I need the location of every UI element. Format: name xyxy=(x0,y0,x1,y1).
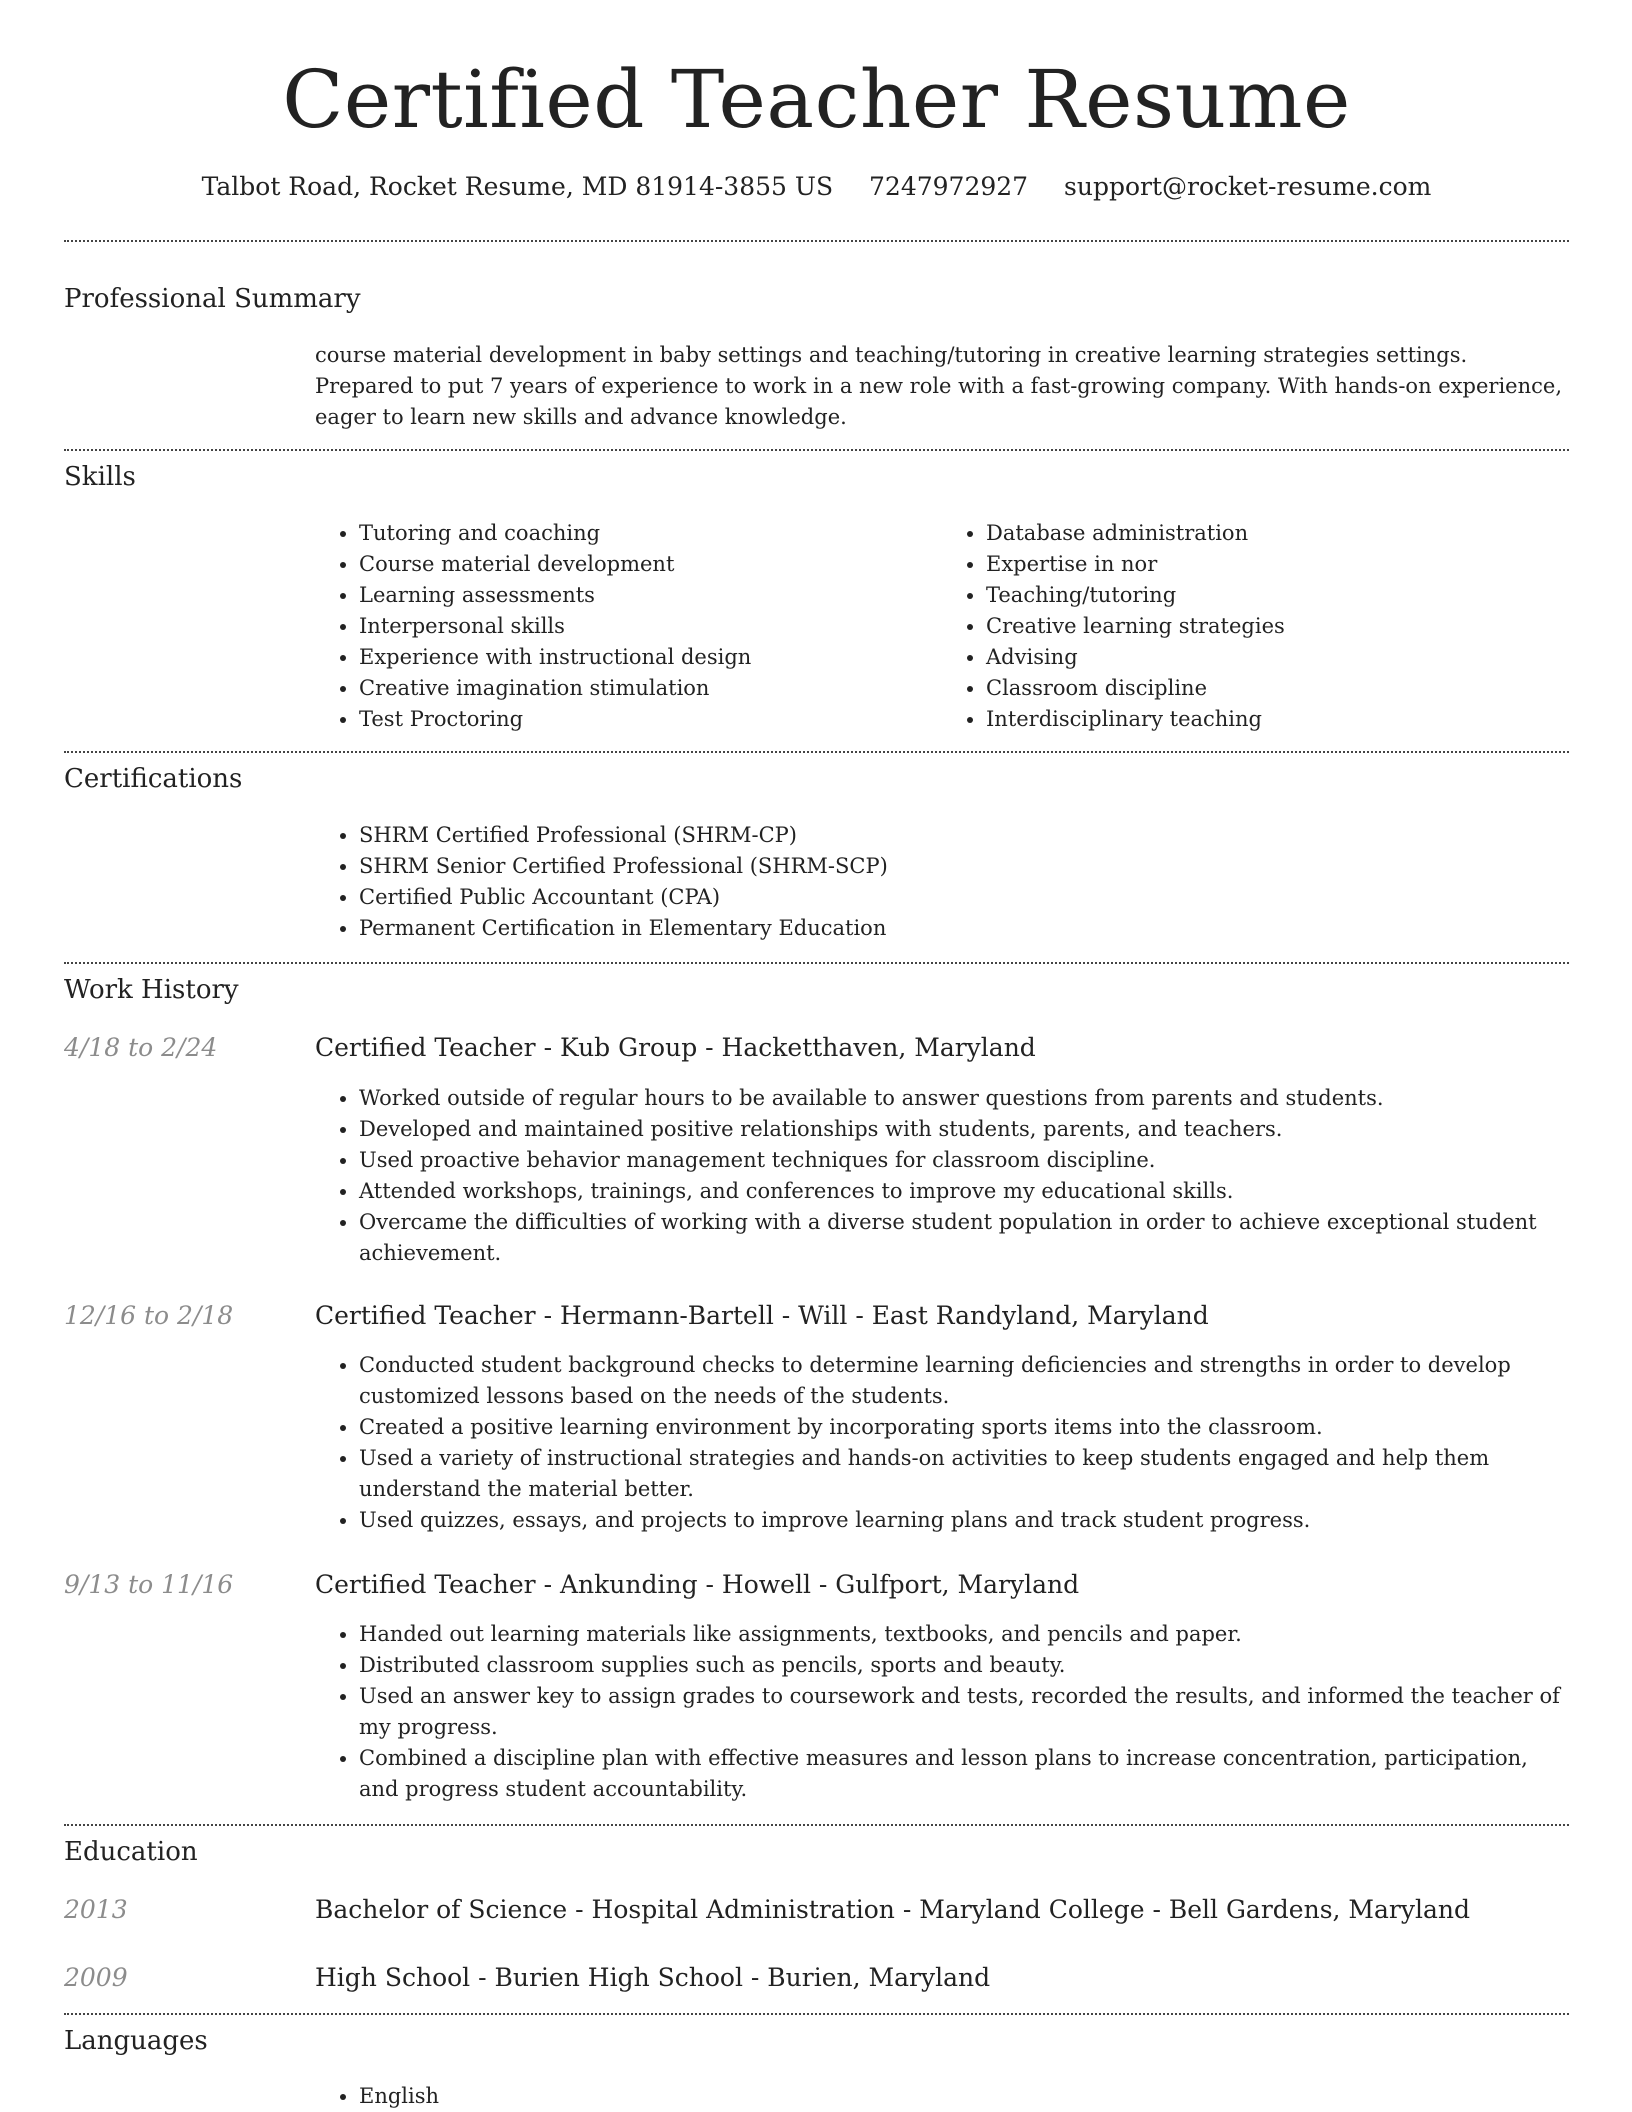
job-bullet: • Used a variety of instructional strategies and hands-on activities to keep students engaged and help them understand the material better. xyxy=(359,1443,1569,1505)
job-dates: 12/16 to 2/18 xyxy=(64,1301,234,1330)
certifications-block xyxy=(315,820,1569,944)
skill-item: • Tutoring and coaching xyxy=(359,518,942,549)
skill-item: • Database administration xyxy=(986,518,1569,549)
section-heading-summary: Professional Summary xyxy=(64,284,361,314)
skills-list-right xyxy=(942,518,1569,735)
skill-item: • Interdisciplinary teaching xyxy=(986,704,1569,735)
divider xyxy=(64,240,1569,242)
certification-item: • SHRM Senior Certified Professional (SHRM-SCP) xyxy=(359,851,1569,882)
skill-item: • Experience with instructional design xyxy=(359,642,942,673)
education-title: Bachelor of Science - Hospital Administration - Maryland College - Bell Gardens, Maryland xyxy=(315,1895,1470,1924)
summary-text: course material development in baby settings and teaching/tutoring in creative learning strategies settings. Prepared to put 7 years of experience to work in a new role with a fast-growing company. With hands-on experience, eager to learn new skills and advance knowledge. xyxy=(315,343,1562,429)
job-bullet: • Used an answer key to assign grades to coursework and tests, recorded the results, and informed the teacher of my progress. xyxy=(359,1681,1569,1743)
job-dates: 9/13 to 11/16 xyxy=(64,1570,234,1599)
contact-address: Talbot Road, Rocket Resume, MD 81914-3855 US xyxy=(201,172,834,201)
skill-item: • Creative learning strategies xyxy=(986,611,1569,642)
languages-block xyxy=(315,2081,1569,2112)
skill-item: • Interpersonal skills xyxy=(359,611,942,642)
job-dates: 4/18 to 2/24 xyxy=(64,1033,218,1062)
divider xyxy=(64,2013,1569,2015)
section-heading-education: Education xyxy=(64,1837,198,1867)
certification-item: • SHRM Certified Professional (SHRM-CP) xyxy=(359,820,1569,851)
section-heading-languages: Languages xyxy=(64,2026,208,2056)
job-bullet: • Handed out learning materials like assignments, textbooks, and pencils and paper. xyxy=(359,1619,1569,1650)
job-title: Certified Teacher - Kub Group - Hacketthaven, Maryland xyxy=(315,1033,1036,1062)
skill-item: • Test Proctoring xyxy=(359,704,942,735)
language-item: • English xyxy=(359,2081,1569,2112)
job-bullet: • Created a positive learning environment by incorporating sports items into the classroom. xyxy=(359,1412,1569,1443)
summary-block xyxy=(315,340,1569,433)
job-bullet: • Used proactive behavior management techniques for classroom discipline. xyxy=(359,1145,1569,1176)
skills-block xyxy=(315,518,1569,735)
job-bullets xyxy=(315,1083,1569,1269)
job-bullets xyxy=(315,1350,1569,1536)
skill-item: • Expertise in nor xyxy=(986,549,1569,580)
divider xyxy=(64,751,1569,753)
skill-item: • Learning assessments xyxy=(359,580,942,611)
skill-item: • Classroom discipline xyxy=(986,673,1569,704)
contact-phone: 7247972927 xyxy=(869,172,1029,201)
contact-email: support@rocket-resume.com xyxy=(1064,172,1432,201)
job-bullet: • Worked outside of regular hours to be available to answer questions from parents and students. xyxy=(359,1083,1569,1114)
skills-list-left xyxy=(315,518,942,735)
job-bullet: • Combined a discipline plan with effective measures and lesson plans to increase concentration, participation, and progress student accountability. xyxy=(359,1743,1569,1805)
education-title: High School - Burien High School - Burien, Maryland xyxy=(315,1963,991,1992)
section-heading-skills: Skills xyxy=(64,462,136,492)
contact-line xyxy=(64,172,1569,201)
languages-list xyxy=(315,2081,1569,2112)
skill-item: • Advising xyxy=(986,642,1569,673)
section-heading-certifications: Certifications xyxy=(64,764,243,794)
certifications-list xyxy=(315,820,1569,944)
job-title: Certified Teacher - Ankunding - Howell - Gulfport, Maryland xyxy=(315,1570,1080,1599)
divider xyxy=(64,449,1569,451)
skill-item: • Creative imagination stimulation xyxy=(359,673,942,704)
section-heading-work: Work History xyxy=(64,975,239,1005)
resume-title: Certified Teacher Resume xyxy=(282,53,1351,146)
job-bullet: • Conducted student background checks to determine learning deficiencies and strengths in order to develop customized lessons based on the needs of the students. xyxy=(359,1350,1569,1412)
job-bullet: • Distributed classroom supplies such as pencils, sports and beauty. xyxy=(359,1650,1569,1681)
divider xyxy=(64,962,1569,964)
job-bullet: • Overcame the difficulties of working with a diverse student population in order to achieve exceptional student achievement. xyxy=(359,1207,1569,1269)
skill-item: • Teaching/tutoring xyxy=(986,580,1569,611)
job-bullets xyxy=(315,1619,1569,1805)
job-bullet: • Used quizzes, essays, and projects to improve learning plans and track student progress. xyxy=(359,1505,1569,1536)
job-bullet: • Attended workshops, trainings, and conferences to improve my educational skills. xyxy=(359,1176,1569,1207)
education-year: 2013 xyxy=(64,1895,128,1924)
skill-item: • Course material development xyxy=(359,549,942,580)
job-title: Certified Teacher - Hermann-Bartell - Will - East Randyland, Maryland xyxy=(315,1301,1209,1330)
job-bullet: • Developed and maintained positive relationships with students, parents, and teachers. xyxy=(359,1114,1569,1145)
resume-page xyxy=(64,0,1569,2108)
certification-item: • Certified Public Accountant (CPA) xyxy=(359,882,1569,913)
education-year: 2009 xyxy=(64,1963,128,1992)
certification-item: • Permanent Certification in Elementary Education xyxy=(359,913,1569,944)
divider xyxy=(64,1824,1569,1826)
